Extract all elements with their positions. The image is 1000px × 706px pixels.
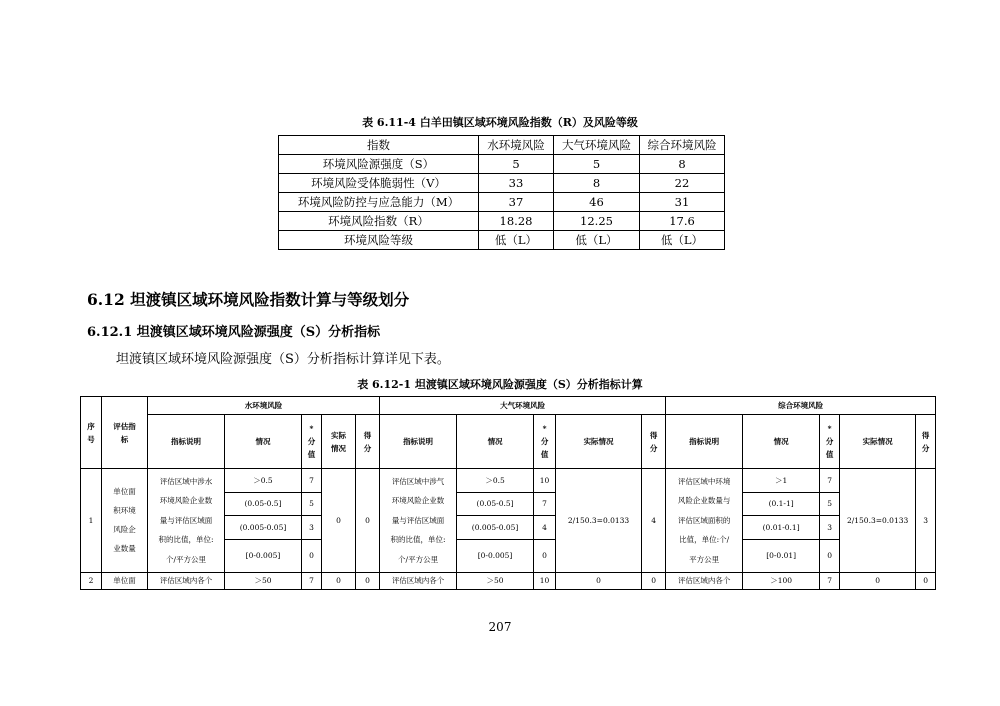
combined-score-cell: 7 [820,572,840,589]
combined-score-cell: 0 [820,539,840,572]
combined-range-cell: ＞100 [743,572,820,589]
air-score-cell: 4 [534,516,556,540]
desc-header: 指标说明 [380,415,457,469]
table-row [81,469,936,493]
air-desc-cell: 评估区域中涉气 环境风险企业数 量与评估区域面 积的比值，单位: 个/平方公里 [380,469,457,573]
actual-header: 实际情况 [556,415,642,469]
combined-result-cell: 3 [916,469,936,573]
water-risk-group-header: 水环境风险 [148,397,380,415]
table1-caption: 表 6.11-4 白羊田镇区域环境风险指数（R）及风险等级 [362,116,638,129]
seq-header: 序 号 [81,397,102,469]
water-range-cell: [0-0.005] [225,539,302,572]
page-number: 207 [488,620,512,634]
actual-header: 实际 情况 [322,415,356,469]
combined-result-cell: 0 [916,572,936,589]
column-header: 指数 [279,136,479,155]
water-range-cell: ＞50 [225,572,302,589]
combined-desc-cell: 评估区域内各个 [666,572,743,589]
water-range-cell: (0.005-0.05] [225,516,302,540]
water-actual-cell: 0 [322,469,356,573]
table-cell: 12.25 [554,212,640,231]
water-range-cell: ＞0.5 [225,469,302,493]
water-score-cell: 5 [302,492,322,516]
table-cell: 8 [554,174,640,193]
combined-score-cell: 5 [820,492,840,516]
item-cell: 单位面 积环境 风险企 业数量 [102,469,148,573]
air-risk-group-header: 大气环境风险 [380,397,666,415]
air-actual-cell: 0 [556,572,642,589]
situation-header: 情况 [457,415,534,469]
air-score-cell: 10 [534,469,556,493]
table-header-row [81,415,936,469]
water-score-cell: 3 [302,516,322,540]
row-label: 环境风险防控与应急能力（M） [279,193,479,212]
subsection-heading: 6.12.1 坦渡镇区域环境风险源强度（S）分析指标 [87,325,381,340]
water-result-cell: 0 [356,469,380,573]
air-desc-cell: 评估区域内各个 [380,572,457,589]
desc-header: 指标说明 [666,415,743,469]
score-header: * 分 值 [534,415,556,469]
combined-desc-cell: 评估区域中环境 风险企业数量与 评估区域面积的 比值，单位:个/ 平方公里 [666,469,743,573]
situation-header: 情况 [225,415,302,469]
table-cell: 22 [640,174,725,193]
result-header: 得 分 [356,415,380,469]
water-score-cell: 0 [302,539,322,572]
combined-score-cell: 3 [820,516,840,540]
combined-score-cell: 7 [820,469,840,493]
water-desc-cell: 评估区域中涉水 环境风险企业数 量与评估区域面 积的比值，单位: 个/平方公里 [148,469,225,573]
column-header: 综合环境风险 [640,136,725,155]
table-cell: 33 [479,174,554,193]
table-cell: 46 [554,193,640,212]
table-header-row [279,136,725,155]
table-header-row [81,397,936,415]
table-row [279,231,725,250]
table-row [279,212,725,231]
water-desc-cell: 评估区域内各个 [148,572,225,589]
section-heading: 6.12 坦渡镇区域环境风险指数计算与等级划分 [87,290,410,309]
water-score-cell: 7 [302,469,322,493]
seq-cell: 1 [81,469,102,573]
air-range-cell: (0.005-0.05] [457,516,534,540]
result-header: 得 分 [642,415,666,469]
table-row [81,572,936,589]
score-header: * 分 值 [302,415,322,469]
air-result-cell: 4 [642,469,666,573]
column-header: 水环境风险 [479,136,554,155]
water-range-cell: (0.05-0.5] [225,492,302,516]
air-score-cell: 10 [534,572,556,589]
seq-cell: 2 [81,572,102,589]
air-range-cell: (0.05-0.5] [457,492,534,516]
table-cell: 17.6 [640,212,725,231]
column-header: 大气环境风险 [554,136,640,155]
table2-caption: 表 6.12-1 坦渡镇区域环境风险源强度（S）分析指标计算 [357,378,643,391]
table-cell: 低（L） [554,231,640,250]
table-cell: 5 [479,155,554,174]
table-cell: 低（L） [640,231,725,250]
risk-source-table [80,396,936,590]
combined-range-cell: (0.01-0.1] [743,516,820,540]
table-row [279,193,725,212]
air-range-cell: [0-0.005] [457,539,534,572]
row-label: 环境风险指数（R） [279,212,479,231]
table-cell: 31 [640,193,725,212]
body-paragraph: 坦渡镇区域环境风险源强度（S）分析指标计算详见下表。 [116,352,450,367]
combined-range-cell: (0.1-1] [743,492,820,516]
combined-actual-cell: 2/150.3=0.0133 [840,469,916,573]
table-row [279,174,725,193]
situation-header: 情况 [743,415,820,469]
score-header: * 分 值 [820,415,840,469]
air-actual-cell: 2/150.3=0.0133 [556,469,642,573]
item-cell: 单位面 [102,572,148,589]
desc-header: 指标说明 [148,415,225,469]
item-header: 评估指 标 [102,397,148,469]
combined-risk-group-header: 综合环境风险 [666,397,936,415]
combined-range-cell: [0-0.01] [743,539,820,572]
air-range-cell: ＞0.5 [457,469,534,493]
air-range-cell: ＞50 [457,572,534,589]
table-cell: 37 [479,193,554,212]
air-score-cell: 7 [534,492,556,516]
row-label: 环境风险等级 [279,231,479,250]
row-label: 环境风险源强度（S） [279,155,479,174]
table-cell: 8 [640,155,725,174]
table-cell: 5 [554,155,640,174]
table-row [279,155,725,174]
row-label: 环境风险受体脆弱性（V） [279,174,479,193]
result-header: 得 分 [916,415,936,469]
table-cell: 低（L） [479,231,554,250]
water-score-cell: 7 [302,572,322,589]
combined-actual-cell: 0 [840,572,916,589]
actual-header: 实际情况 [840,415,916,469]
air-result-cell: 0 [642,572,666,589]
table-cell: 18.28 [479,212,554,231]
water-actual-cell: 0 [322,572,356,589]
water-result-cell: 0 [356,572,380,589]
risk-index-table [278,135,725,250]
combined-range-cell: ＞1 [743,469,820,493]
air-score-cell: 0 [534,539,556,572]
